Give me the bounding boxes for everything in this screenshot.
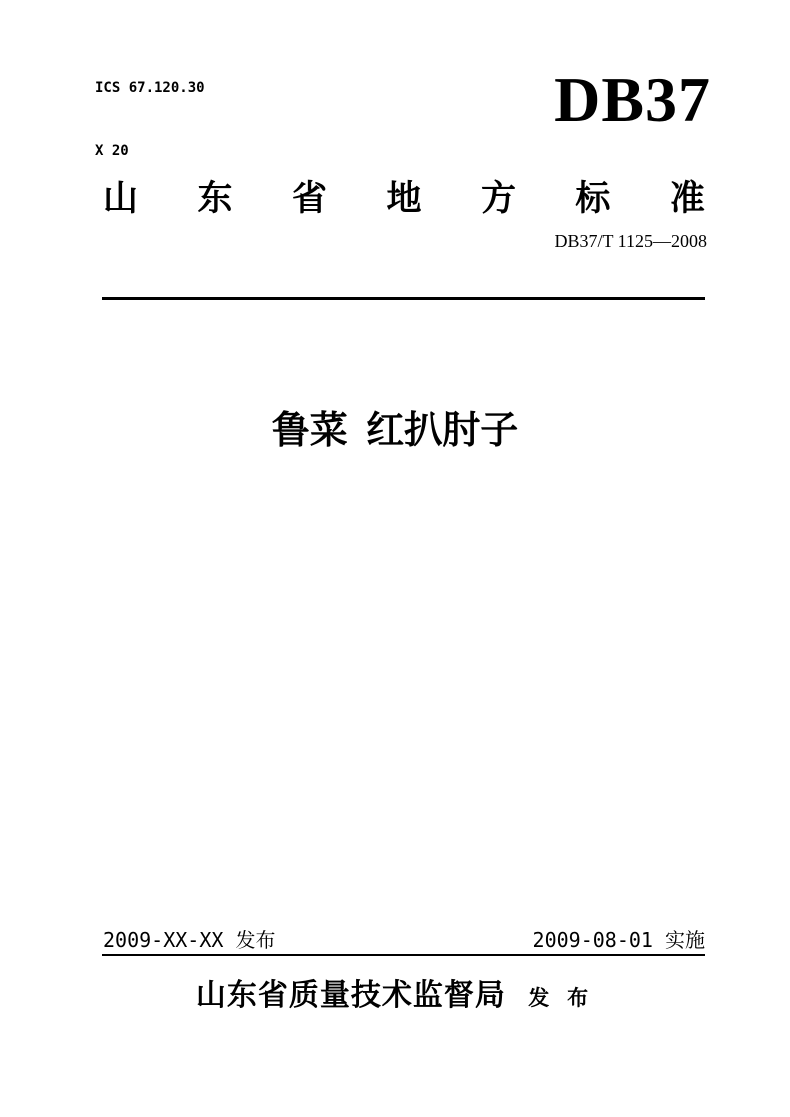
standard-category-title: 山 东 省 地 方 标 准 <box>103 179 705 218</box>
db37-logo: DB37 <box>554 64 711 135</box>
document-title: 鲁菜 红扒肘子 <box>271 410 519 452</box>
footer-dates-row <box>103 928 705 952</box>
standard-number: DB37/T 1125—2008 <box>554 231 707 251</box>
header-rule <box>102 297 705 300</box>
publisher-line <box>0 970 790 1014</box>
classification-code: X 20 <box>95 143 129 159</box>
footer-rule <box>102 954 705 956</box>
implementation-date: 2009-08-01 实施 <box>532 928 705 952</box>
publisher-name: 山东省质量技术监督局 <box>195 979 506 1012</box>
issue-date: 2009-XX-XX 发布 <box>103 928 276 952</box>
publish-label: 发 布 <box>528 987 595 1010</box>
ics-code: ICS 67.120.30 <box>95 80 205 96</box>
